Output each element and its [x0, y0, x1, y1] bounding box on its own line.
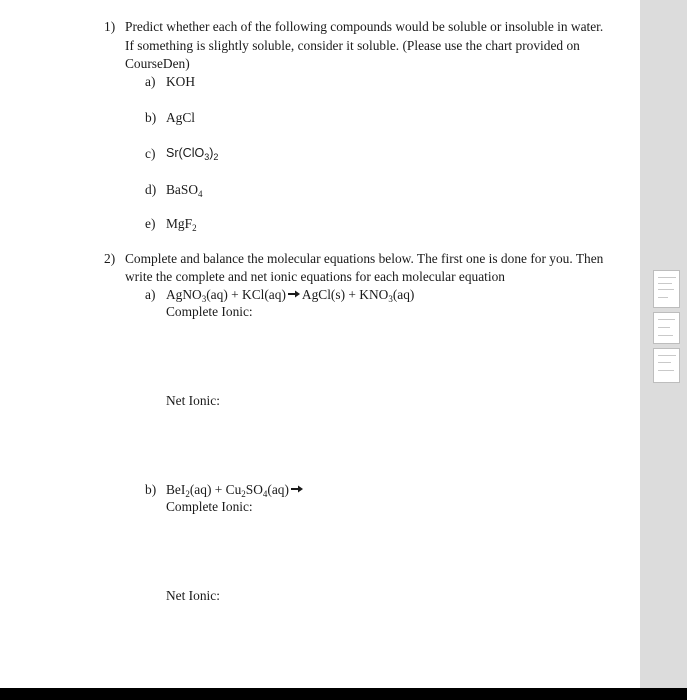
q2-text-line2: write the complete and net ionic equations for each molecular equation — [125, 269, 505, 284]
item-formula: AgCl — [166, 110, 196, 125]
bottom-bar — [0, 688, 687, 700]
q1-number: 1) — [104, 19, 116, 34]
thumbnail-line — [658, 355, 676, 356]
item-formula: KOH — [166, 74, 196, 89]
part-label: b) — [145, 482, 157, 497]
q2-text-line1: Complete and balance the molecular equations below. The first one is done for you. Then — [125, 251, 604, 266]
q1-text-line2: If something is slightly soluble, consider it soluble. (Please use the chart provided on — [125, 38, 580, 53]
q1-text-line1: Predict whether each of the following compounds would be soluble or insoluble in water. — [125, 19, 604, 34]
molecular-equation-a: AgNO$_3$(aq) + KCl(aq) AgCl(s) + $KNO_3(aq)$ — [166, 287, 415, 304]
thumbnail-line — [658, 327, 670, 328]
page-thumbnail-2[interactable] — [653, 312, 680, 344]
page-thumbnail-3[interactable] — [653, 348, 680, 383]
net-ionic-label-b: Net Ionic: — [166, 588, 220, 603]
item-formula: BaSO$_4$ — [166, 182, 203, 199]
item-label: d) — [145, 182, 157, 197]
item-formula: MgF$_2$ — [166, 216, 197, 233]
thumbnail-line — [658, 277, 676, 278]
page-thumbnail-1[interactable] — [653, 270, 680, 308]
item-label: b) — [145, 110, 157, 125]
complete-ionic-label-a: Complete Ionic: — [166, 304, 253, 319]
q2-number: 2) — [104, 251, 116, 266]
item-label: a) — [145, 74, 156, 89]
thumbnail-line — [658, 297, 668, 298]
thumbnail-line — [658, 335, 673, 336]
q1-text-line3: CourseDen) — [125, 56, 190, 71]
thumbnail-line — [658, 370, 674, 371]
item-formula: $Sr(ClO_3)_2$ — [166, 146, 219, 162]
net-ionic-label-a: Net Ionic: — [166, 393, 220, 408]
thumbnail-line — [658, 283, 672, 284]
thumbnail-line — [658, 362, 671, 363]
reaction-arrow-icon — [291, 485, 303, 493]
thumbnail-line — [658, 289, 674, 290]
complete-ionic-label-b: Complete Ionic: — [166, 499, 253, 514]
item-label: e) — [145, 216, 156, 231]
part-label: a) — [145, 287, 156, 302]
molecular-equation-b: $BeI_2(aq) + Cu_2SO_4(aq)$ — [166, 481, 305, 498]
reaction-arrow-icon — [288, 290, 300, 298]
thumbnail-line — [658, 319, 675, 320]
item-label: c) — [145, 146, 156, 161]
